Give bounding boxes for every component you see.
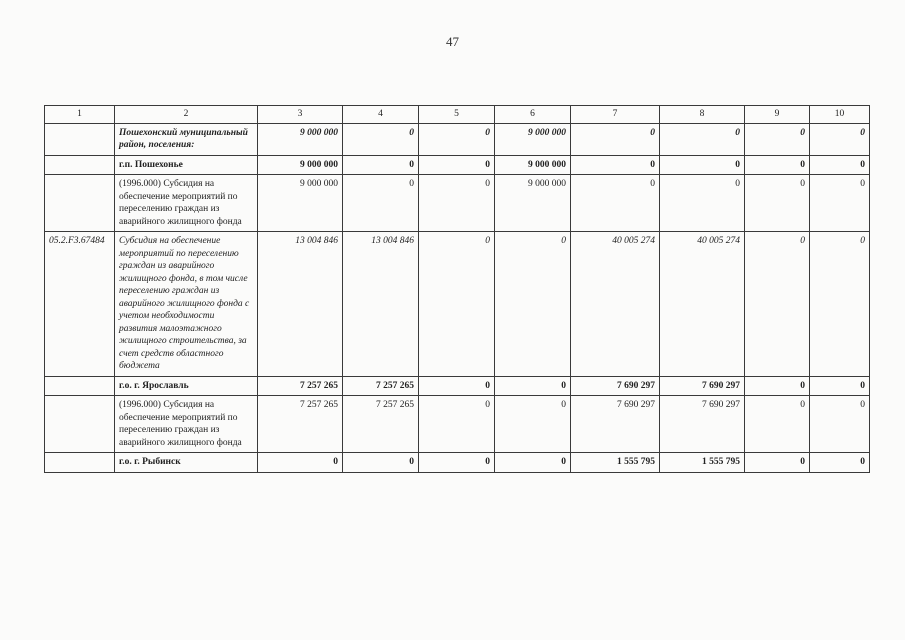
amount-cell: 1 555 795 <box>571 453 660 473</box>
amount-cell: 0 <box>745 376 810 396</box>
description-cell: Пошехонский муниципальный район, поселения: <box>115 123 258 155</box>
amount-cell: 40 005 274 <box>571 232 660 377</box>
amount-cell: 0 <box>343 453 419 473</box>
amount-cell: 9 000 000 <box>495 175 571 232</box>
column-header-4: 4 <box>343 106 419 124</box>
amount-cell: 13 004 846 <box>343 232 419 377</box>
amount-cell: 0 <box>343 175 419 232</box>
amount-cell: 13 004 846 <box>258 232 343 377</box>
amount-cell: 7 690 297 <box>660 376 745 396</box>
table-row <box>45 396 870 453</box>
amount-cell: 0 <box>810 453 870 473</box>
column-header-2: 2 <box>115 106 258 124</box>
amount-cell: 9 000 000 <box>258 175 343 232</box>
amount-cell: 0 <box>745 123 810 155</box>
amount-cell: 0 <box>810 376 870 396</box>
code-cell <box>45 376 115 396</box>
amount-cell: 7 257 265 <box>258 396 343 453</box>
column-header-7: 7 <box>571 106 660 124</box>
amount-cell: 0 <box>660 155 745 175</box>
amount-cell: 0 <box>810 123 870 155</box>
page-number: 47 <box>446 34 459 49</box>
amount-cell: 0 <box>660 175 745 232</box>
amount-cell: 9 000 000 <box>258 155 343 175</box>
amount-cell: 0 <box>745 453 810 473</box>
amount-cell: 7 690 297 <box>571 396 660 453</box>
column-header-1: 1 <box>45 106 115 124</box>
table-row <box>45 155 870 175</box>
column-header-9: 9 <box>745 106 810 124</box>
amount-cell: 0 <box>419 232 495 377</box>
amount-cell: 7 690 297 <box>571 376 660 396</box>
amount-cell: 0 <box>495 453 571 473</box>
code-cell <box>45 453 115 473</box>
amount-cell: 9 000 000 <box>258 123 343 155</box>
amount-cell: 7 690 297 <box>660 396 745 453</box>
budget-table <box>44 105 870 473</box>
table-row <box>45 232 870 377</box>
amount-cell: 0 <box>495 232 571 377</box>
description-cell: Субсидия на обеспечение мероприятий по переселению граждан из аварийного жилищного фонда, в том числе переселению граждан из аварийного жилищного фонда с учетом необходимости развития малоэтажного жилищного строительства, за счет средств областного бюджета <box>115 232 258 377</box>
amount-cell: 0 <box>419 155 495 175</box>
description-cell: г.п. Пошехонье <box>115 155 258 175</box>
amount-cell: 1 555 795 <box>660 453 745 473</box>
amount-cell: 0 <box>745 175 810 232</box>
amount-cell: 0 <box>343 123 419 155</box>
column-header-3: 3 <box>258 106 343 124</box>
table-row <box>45 175 870 232</box>
amount-cell: 0 <box>810 232 870 377</box>
amount-cell: 0 <box>571 155 660 175</box>
description-cell: г.о. г. Ярославль <box>115 376 258 396</box>
column-header-10: 10 <box>810 106 870 124</box>
amount-cell: 7 257 265 <box>343 396 419 453</box>
code-cell: 05.2.F3.67484 <box>45 232 115 377</box>
amount-cell: 0 <box>745 155 810 175</box>
description-cell: (1996.000) Субсидия на обеспечение мероприятий по переселению граждан из аварийного жилищного фонда <box>115 175 258 232</box>
amount-cell: 0 <box>419 376 495 396</box>
code-cell <box>45 175 115 232</box>
amount-cell: 40 005 274 <box>660 232 745 377</box>
table-header-row <box>45 106 870 124</box>
amount-cell: 9 000 000 <box>495 155 571 175</box>
table-row <box>45 376 870 396</box>
amount-cell: 0 <box>419 123 495 155</box>
code-cell <box>45 155 115 175</box>
amount-cell: 0 <box>343 155 419 175</box>
table-body <box>45 123 870 472</box>
amount-cell: 0 <box>810 175 870 232</box>
amount-cell: 0 <box>660 123 745 155</box>
description-cell: г.о. г. Рыбинск <box>115 453 258 473</box>
column-header-6: 6 <box>495 106 571 124</box>
description-cell: (1996.000) Субсидия на обеспечение мероприятий по переселению граждан из аварийного жилищного фонда <box>115 396 258 453</box>
amount-cell: 0 <box>571 123 660 155</box>
amount-cell: 7 257 265 <box>343 376 419 396</box>
amount-cell: 0 <box>745 232 810 377</box>
amount-cell: 7 257 265 <box>258 376 343 396</box>
amount-cell: 0 <box>745 396 810 453</box>
table-row <box>45 123 870 155</box>
amount-cell: 0 <box>810 155 870 175</box>
amount-cell: 0 <box>419 453 495 473</box>
column-header-5: 5 <box>419 106 495 124</box>
amount-cell: 0 <box>258 453 343 473</box>
column-header-8: 8 <box>660 106 745 124</box>
amount-cell: 9 000 000 <box>495 123 571 155</box>
amount-cell: 0 <box>495 396 571 453</box>
amount-cell: 0 <box>571 175 660 232</box>
code-cell <box>45 123 115 155</box>
table-row <box>45 453 870 473</box>
amount-cell: 0 <box>419 396 495 453</box>
amount-cell: 0 <box>495 376 571 396</box>
amount-cell: 0 <box>810 396 870 453</box>
code-cell <box>45 396 115 453</box>
amount-cell: 0 <box>419 175 495 232</box>
